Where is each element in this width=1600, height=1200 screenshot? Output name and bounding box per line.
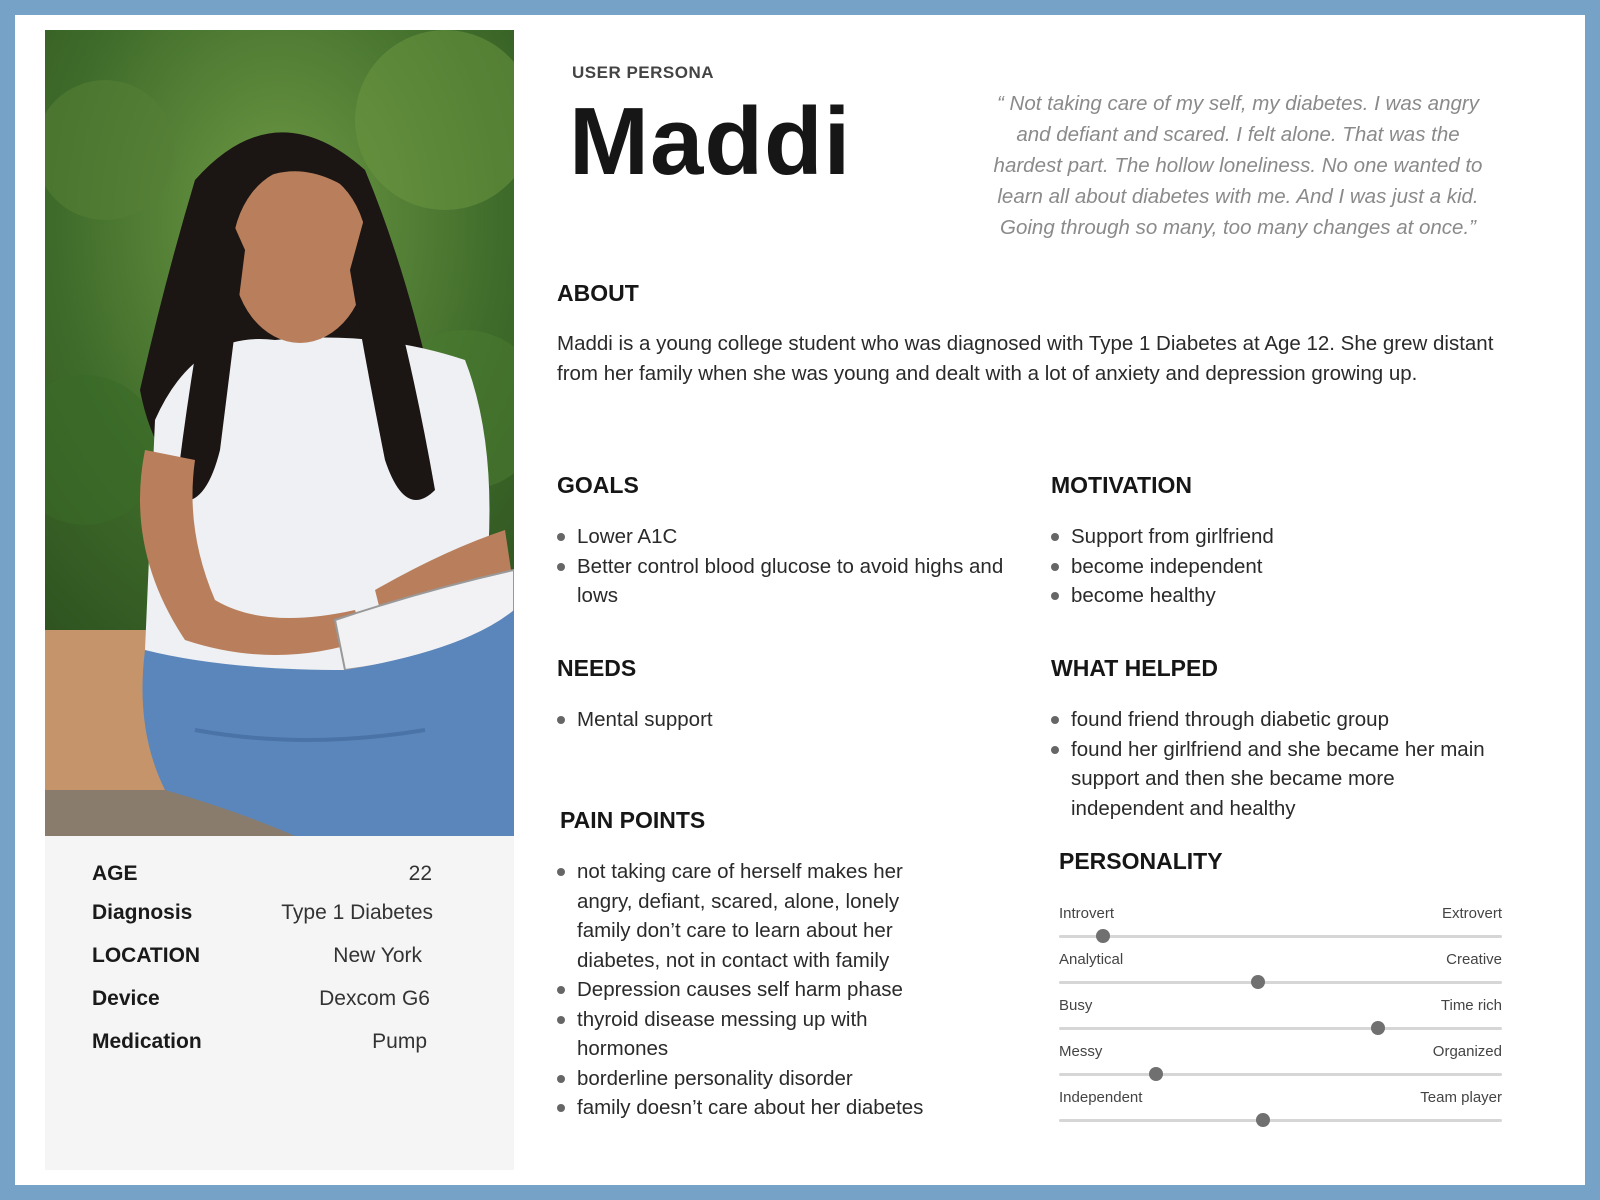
slider-knob [1251,975,1265,989]
detail-row-diagnosis [92,901,442,931]
goals-heading: GOALS [557,472,639,498]
list-item: borderline personality disorder [557,1064,947,1094]
slider-track [1059,1119,1502,1122]
slider-track [1059,935,1502,938]
needs-heading: NEEDS [557,655,637,681]
detail-label: Diagnosis [92,901,193,924]
detail-value: 22 [408,862,432,885]
persona-quote: “ Not taking care of my self, my diabetes. I was angry and defiant and scared. I felt alone. That was the hardest part. The hollow loneliness. No one wanted to learn all about diabetes with me. And I was just a kid. Going through so many, too many changes at once.” [993,92,1483,239]
slider-right-label: Time rich [1440,997,1502,1014]
slider-knob [1371,1021,1385,1035]
slider-right-label: Team player [1420,1089,1502,1106]
slider-track [1059,981,1502,984]
slider-left-label: Independent [1059,1089,1143,1106]
list-item: not taking care of herself makes her angry, defiant, scared, alone, lonely family don’t care to learn about her diabetes, not in contact with family [557,857,947,975]
detail-label: AGE [92,862,138,885]
list-item: become independent [1051,552,1501,582]
detail-value: Dexcom G6 [319,987,430,1010]
goals-list [557,522,1027,611]
list-item: found her girlfriend and she became her main support and then she became more independent and healthy [1051,735,1501,824]
what-helped-heading: WHAT HELPED [1051,655,1218,681]
list-item: become healthy [1051,581,1501,611]
persona-name: Maddi [569,88,852,195]
about-heading: ABOUT [557,280,639,306]
persona-sheet [15,15,1585,1185]
personality-slider-messy-organized [1059,1043,1502,1083]
persona-photo [45,30,514,836]
motivation-list [1051,522,1501,611]
what-helped-list [1051,705,1501,823]
slider-knob [1256,1113,1270,1127]
list-item: Mental support [557,705,997,735]
list-item: found friend through diabetic group [1051,705,1501,735]
slider-left-label: Introvert [1059,905,1115,922]
persona-eyebrow: USER PERSONA [572,63,715,82]
slider-knob [1096,929,1110,943]
list-item: Lower A1C [557,522,1027,552]
pain-points-list [557,857,947,1123]
slider-knob [1149,1067,1163,1081]
detail-value: New York [333,944,422,967]
pain-points-heading: PAIN POINTS [560,807,706,833]
slider-left-label: Messy [1059,1043,1103,1060]
slider-right-label: Creative [1446,951,1502,968]
list-item: Depression causes self harm phase [557,975,947,1005]
list-item: Better control blood glucose to avoid highs and lows [557,552,1027,611]
detail-value: Type 1 Diabetes [281,901,433,924]
personality-slider-introvert-extrovert [1059,905,1502,945]
persona-photo-illustration [45,30,514,836]
list-item: thyroid disease messing up with hormones [557,1005,947,1064]
detail-row-location [92,944,442,974]
slider-track [1059,1073,1502,1076]
detail-label: Medication [92,1030,202,1053]
slider-left-label: Busy [1059,997,1093,1014]
detail-label: LOCATION [92,944,201,967]
personality-slider-independent-team-player [1059,1089,1502,1129]
slider-right-label: Extrovert [1441,905,1502,922]
personality-slider-analytical-creative [1059,951,1502,991]
detail-value: Pump [372,1030,427,1053]
list-item: family doesn’t care about her diabetes [557,1093,947,1123]
slider-left-label: Analytical [1059,951,1124,968]
slider-track [1059,1027,1502,1030]
list-item: Support from girlfriend [1051,522,1501,552]
personality-slider-busy-time-rich [1059,997,1502,1037]
detail-row-device [92,987,442,1017]
detail-label: Device [92,987,160,1010]
personality-heading: PERSONALITY [1059,848,1223,874]
needs-list [557,705,997,735]
about-text: Maddi is a young college student who was diagnosed with Type 1 Diabetes at Age 12. She grew distant from her family when she was young and dealt with a lot of anxiety and depression growing up. [557,332,1494,385]
motivation-heading: MOTIVATION [1051,472,1192,498]
detail-row-medication [92,1030,442,1060]
detail-row-age [92,862,442,892]
slider-right-label: Organized [1432,1043,1502,1060]
